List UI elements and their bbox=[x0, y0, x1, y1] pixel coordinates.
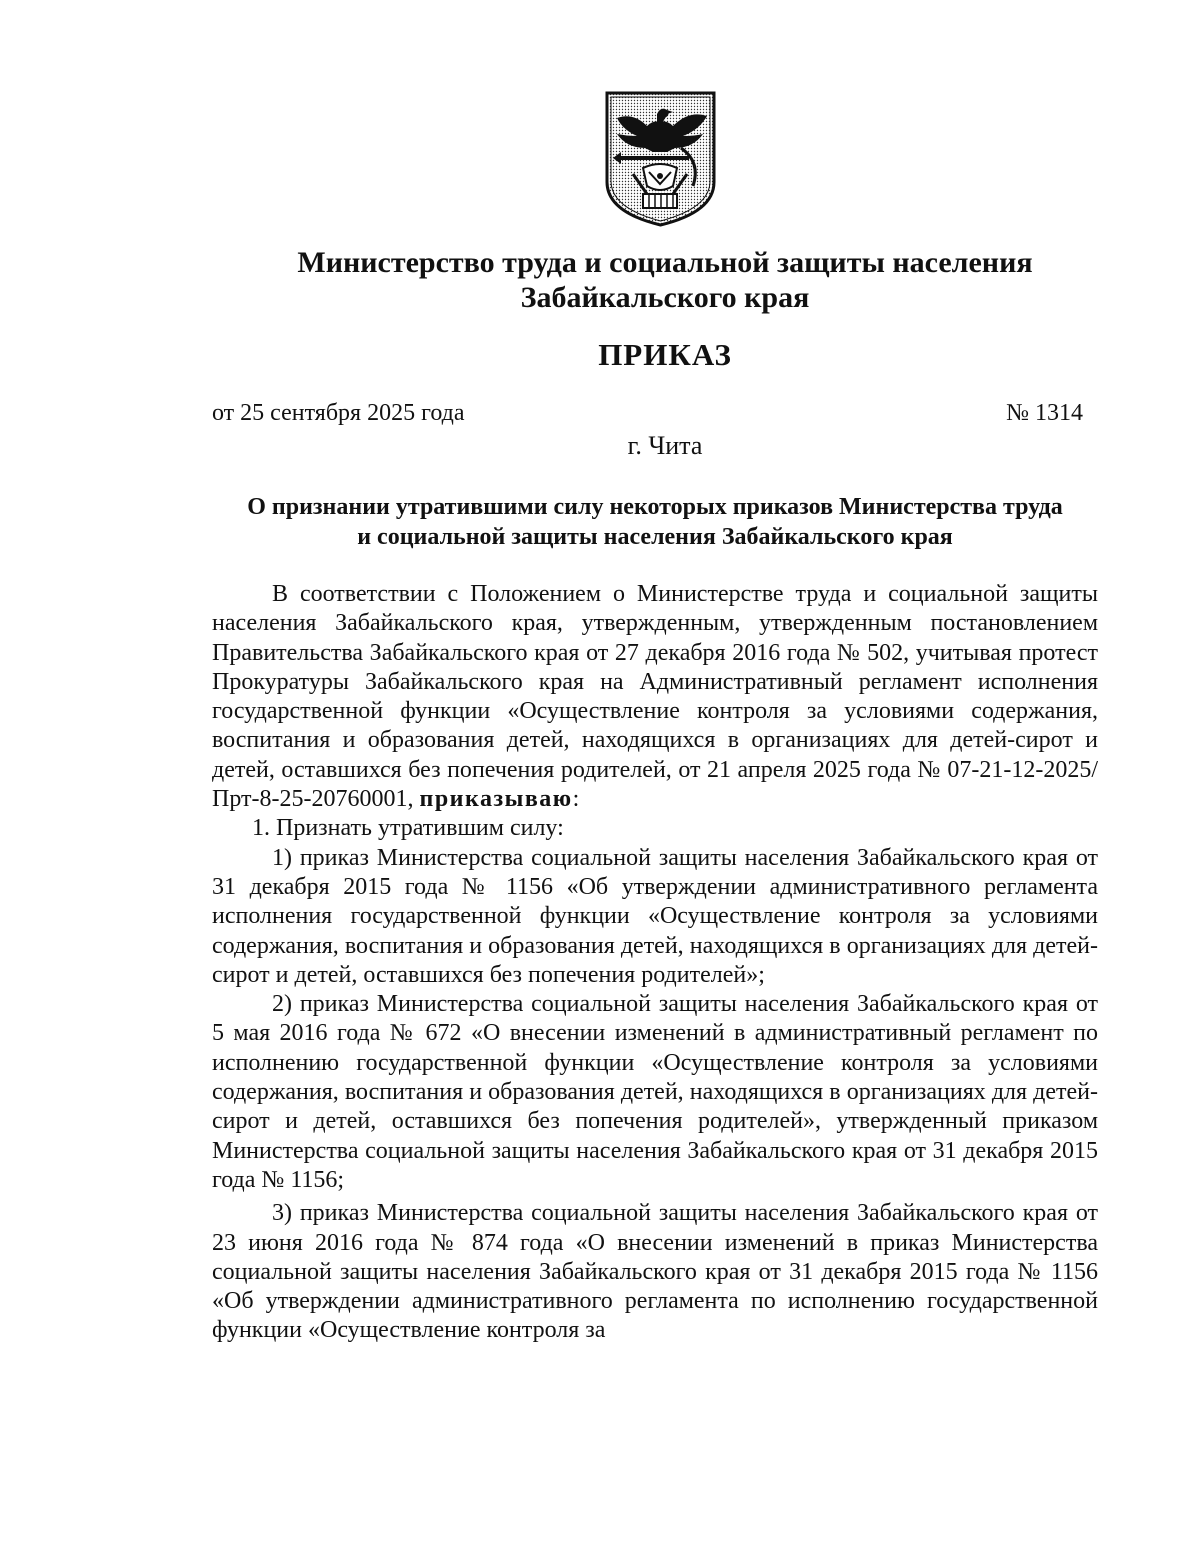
document-city: г. Чита bbox=[627, 431, 703, 460]
preamble-text: В соответствии с Положением о Министерстве труда и социальной защиты населения Забайкальского края, утвержденным, утвержденным постановлением Правительства Забайкальского края от 27 декабря 2016 года № 502, учитывая протест Прокуратуры Забайкальского края на Административный регламент исполнения государственной функции «Осуществление контроля за условиями содержания, воспитания и образования детей, находящихся в организациях для детей-сирот и детей, оставшихся без попечения родителей, от 21 апреля 2025 года № 07-21-12-2025/Прт-8-25-20760001, bbox=[212, 581, 1098, 813]
ministry-line-2: Забайкальского края bbox=[520, 281, 810, 314]
subject-line-2: и социальной защиты населения Забайкальского края bbox=[357, 524, 953, 550]
document-number: № 1314 bbox=[1006, 400, 1083, 426]
document-body bbox=[212, 580, 1098, 1346]
coat-of-arms-icon bbox=[603, 90, 718, 228]
subitem-1-paragraph: 1) приказ Министерства социальной защиты населения Забайкальского края от 31 декабря 2015 года № 1156 «Об утверждении административного регламента исполнения государственной функции «Осуществление контроля за условиями содержания, воспитания и образования детей, находящихся в организациях для детей-сирот и детей, оставшихся без попечения родителей»; bbox=[212, 844, 1098, 988]
order-colon: : bbox=[572, 786, 580, 813]
document-type: ПРИКАЗ bbox=[598, 337, 732, 372]
ministry-line-1: Министерство труда и социальной защиты населения bbox=[297, 246, 1033, 279]
order-word: приказываю bbox=[419, 786, 573, 813]
subitem-3-paragraph: 3) приказ Министерства социальной защиты населения Забайкальского края от 23 июня 2016 года № 874 года «О внесении изменений в приказ Министерства социальной защиты населения Забайкальского края от 31 декабря 2015 года № 1156 «Об утверждении административного регламента по исполнению государственной функции «Осуществление контроля за bbox=[212, 1200, 1098, 1344]
document-subject bbox=[200, 492, 1110, 552]
item-1-paragraph: 1. Признать утратившим силу: bbox=[252, 815, 564, 842]
subject-line-1: О признании утратившими силу некоторых приказов Министерства труда bbox=[247, 494, 1063, 520]
subitem-2-paragraph: 2) приказ Министерства социальной защиты населения Забайкальского края от 5 мая 2016 года № 672 «О внесении изменений в административный регламент по исполнению государственной функции «Осуществление контроля за условиями содержания, воспитания и образования детей, находящихся в организациях для детей-сирот и детей, оставшихся без попечения родителей», утвержденный приказом Министерства социальной защиты населения Забайкальского края от 31 декабря 2015 года № 1156; bbox=[212, 991, 1098, 1193]
document-date: от 25 сентября 2025 года bbox=[212, 400, 465, 426]
preamble-paragraph bbox=[212, 580, 1098, 814]
ministry-name bbox=[200, 245, 1130, 315]
